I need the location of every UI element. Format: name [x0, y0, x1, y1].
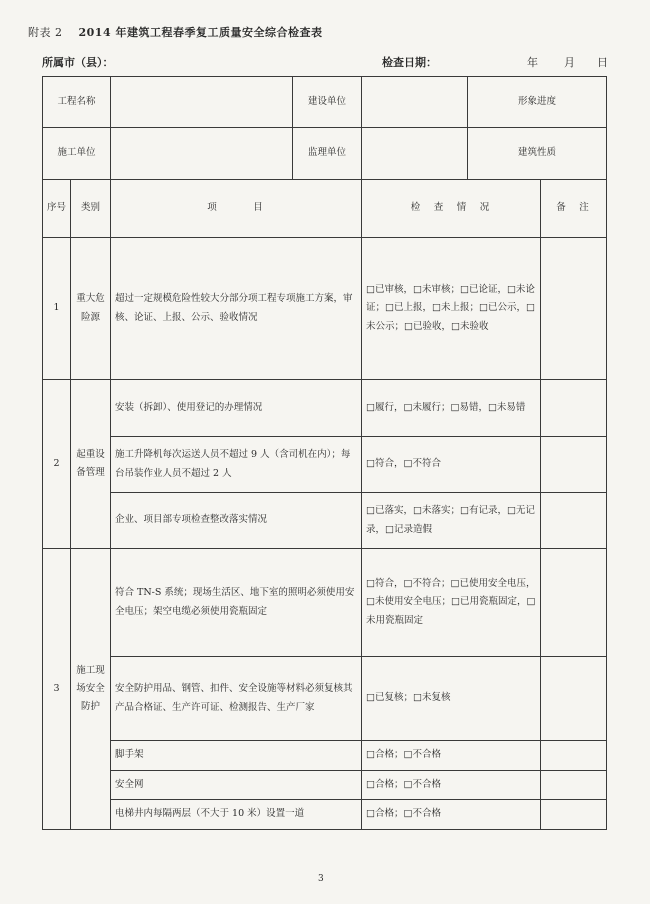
info-row-1: [43, 77, 607, 128]
check-options: □履行，□未履行；□易错，□未易错: [362, 380, 541, 437]
remark-cell: [541, 549, 607, 657]
subheader: [42, 54, 622, 70]
city-label: 所属市（县）：: [42, 56, 114, 69]
project-name-value: [111, 77, 293, 128]
remark-cell: [541, 238, 607, 380]
table-row: [43, 800, 607, 830]
seq-header: 序号: [43, 180, 71, 238]
header-row: [43, 180, 607, 238]
table-row: [43, 238, 607, 380]
construction-unit-label: 施工单位: [43, 128, 111, 180]
check-options: □合格；□不合格: [362, 800, 541, 830]
remark-cell: [541, 657, 607, 741]
remark-cell: [541, 800, 607, 830]
item-text: 电梯井内每隔两层（不大于 10 米）设置一道: [111, 800, 362, 830]
item-text: 脚手架: [111, 741, 362, 771]
page-number: 3: [318, 874, 324, 884]
section-number: 1: [43, 238, 71, 380]
item-text: 安全网: [111, 771, 362, 800]
annex-label: 附表 2: [28, 26, 63, 39]
inspection-table: [42, 76, 607, 830]
project-name-label: 工程名称: [43, 77, 111, 128]
item-text: 安装（拆卸）、使用登记的办理情况: [111, 380, 362, 437]
check-options: □合格；□不合格: [362, 771, 541, 800]
remark-cell: [541, 437, 607, 493]
category-header: 类别: [71, 180, 111, 238]
item-text: 超过一定规模危险性较大分部分项工程专项施工方案，审核、论证、上报、公示、验收情况: [111, 238, 362, 380]
check-options: □已复核；□未复核: [362, 657, 541, 741]
section-number: 3: [43, 549, 71, 830]
table-row: [43, 380, 607, 437]
section-category: 起重设备管理: [71, 380, 111, 549]
table-row: [43, 657, 607, 741]
year-label: 年: [527, 56, 538, 69]
date-label: 检查日期：: [382, 56, 437, 69]
remark-cell: [541, 493, 607, 549]
builder-unit-value: [362, 77, 468, 128]
building-nature-label: 建筑性质: [468, 128, 607, 180]
table-row: [43, 771, 607, 800]
section-category: 施工现场安全防护: [71, 549, 111, 830]
remark-cell: [541, 771, 607, 800]
construction-unit-value: [111, 128, 293, 180]
item-text: 符合 TN-S 系统；现场生活区、地下室的照明必须使用安全电压；架空电缆必须使用瓷瓶固定: [111, 549, 362, 657]
day-label: 日: [597, 56, 608, 69]
remark-cell: [541, 380, 607, 437]
table-row: [43, 437, 607, 493]
month-label: 月: [564, 56, 575, 69]
builder-unit-label: 建设单位: [293, 77, 362, 128]
remark-cell: [541, 741, 607, 771]
title-text: 2014 年建筑工程春季复工质量安全综合检查表: [78, 26, 323, 39]
check-options: □已落实，□未落实；□有记录，□无记录，□记录造假: [362, 493, 541, 549]
supervision-unit-label: 监理单位: [293, 128, 362, 180]
table-row: [43, 741, 607, 771]
item-header: 项 目: [111, 180, 362, 238]
document-title: [28, 24, 628, 40]
item-text: 施工升降机每次运送人员不超过 9 人（含司机在内）；每台吊装作业人员不超过 2 人: [111, 437, 362, 493]
remark-header: 备 注: [541, 180, 607, 238]
check-options: □合格；□不合格: [362, 741, 541, 771]
item-text: 企业、项目部专项检查整改落实情况: [111, 493, 362, 549]
check-options: □已审核，□未审核；□已论证，□未论证；□已上报，□未上报；□已公示，□未公示；□已验收，□未验收: [362, 238, 541, 380]
supervision-unit-value: [362, 128, 468, 180]
table-row: [43, 549, 607, 657]
section-number: 2: [43, 380, 71, 549]
info-row-2: [43, 128, 607, 180]
check-options: □符合，□不符合；□已使用安全电压，□未使用安全电压；□已用瓷瓶固定，□未用瓷瓶固定: [362, 549, 541, 657]
table-row: [43, 493, 607, 549]
check-options: □符合，□不符合: [362, 437, 541, 493]
check-status-header: 检 查 情 况: [362, 180, 541, 238]
item-text: 安全防护用品、钢管、扣件、安全设施等材料必须复核其产品合格证、生产许可证、检测报告、生产厂家: [111, 657, 362, 741]
image-progress-label: 形象进度: [468, 77, 607, 128]
section-category: 重大危险源: [71, 238, 111, 380]
